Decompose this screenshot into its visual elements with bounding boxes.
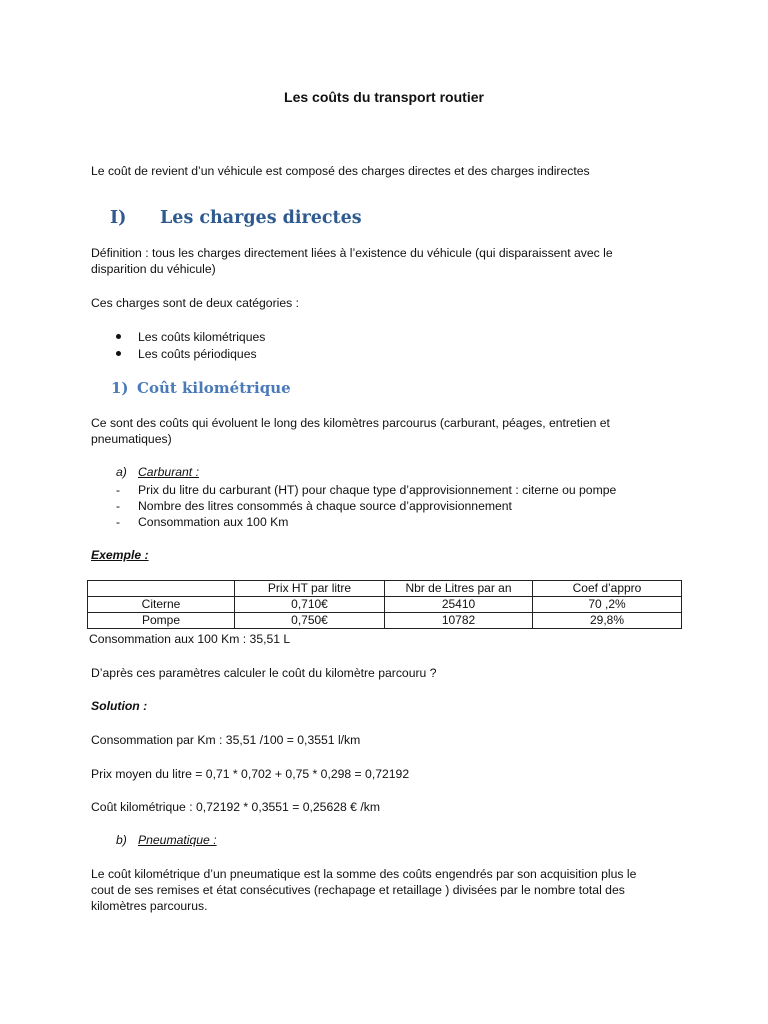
table-header-cell: Nbr de Litres par an (385, 581, 533, 597)
pneumatique-letter: b) (116, 833, 127, 847)
table-row (88, 597, 682, 613)
subsection-desc-line-1: Ce sont des coûts qui évoluent le long des kilomètres parcourus (carburant, péages, entretien et (91, 416, 610, 430)
table-cell: Citerne (88, 597, 235, 613)
table-header-cell: Coef d’appro (533, 581, 682, 597)
pneumatique-label-wrap (138, 832, 217, 848)
solution-line-cout: Coût kilométrique : 0,72192 * 0,3551 = 0,25628 € /km (91, 800, 380, 814)
subsection-title: Coût kilométrique (137, 379, 291, 397)
table-header-row (88, 581, 682, 597)
pneumatique-text-line-1: Le coût kilométrique d’un pneumatique est la somme des coûts engendrés par son acquisition plus le (91, 867, 637, 881)
categories-intro: Ces charges sont de deux catégories : (91, 296, 299, 310)
subsection-number: 1) (111, 379, 129, 397)
carburant-label-wrap (138, 464, 199, 480)
solution-label: Solution : (91, 699, 148, 713)
intro-text: Le coût de revient d’un véhicule est composé des charges directes et des charges indirectes (91, 164, 590, 178)
carburant-item-nombre: Nombre des litres consommés à chaque source d’approvisionnement (138, 499, 512, 513)
dash-icon: - (116, 515, 121, 529)
bullet-icon (116, 351, 121, 356)
fuel-table (87, 580, 682, 629)
solution-line-prix-moyen: Prix moyen du litre = 0,71 * 0,702 + 0,75 * 0,298 = 0,72192 (91, 767, 410, 781)
example-title: Exemple : (91, 548, 149, 562)
bullet-icon (116, 334, 121, 339)
table-cell: 25410 (385, 597, 533, 613)
carburant-letter: a) (116, 465, 127, 479)
section-heading-charges-directes (110, 207, 362, 229)
table-cell: 0,710€ (235, 597, 385, 613)
definition-line-2: disparition du véhicule) (91, 262, 216, 276)
pneumatique-text-line-3: kilomètres parcourus. (91, 899, 208, 913)
table-cell: 0,750€ (235, 613, 385, 629)
carburant-label: Carburant : (138, 465, 199, 479)
dash-icon: - (116, 483, 121, 497)
document-title: Les coûts du transport routier (284, 89, 484, 105)
table-cell: Pompe (88, 613, 235, 629)
pneumatique-label: Pneumatique : (138, 833, 217, 847)
solution-line-consommation: Consommation par Km : 35,51 /100 = 0,3551 l/km (91, 733, 361, 747)
carburant-item-prix: Prix du litre du carburant (HT) pour chaque type d’approvisionnement : citerne ou pompe (138, 483, 617, 497)
carburant-heading (116, 464, 127, 480)
carburant-item-consommation: Consommation aux 100 Km (138, 515, 289, 529)
table-row (88, 613, 682, 629)
definition-line-1: Définition : tous les charges directement liées à l’existence du véhicule (qui disparaissent avec le (91, 246, 613, 260)
consumption-text: Consommation aux 100 Km : 35,51 L (89, 632, 291, 646)
bullet-item-kilometriques: Les coûts kilométriques (138, 330, 266, 344)
table-cell: 10782 (385, 613, 533, 629)
section-number: I) (110, 208, 127, 228)
bullet-item-periodiques: Les coûts périodiques (138, 347, 257, 361)
question-text: D’après ces paramètres calculer le coût du kilomètre parcouru ? (91, 666, 437, 680)
section-title: Les charges directes (160, 208, 362, 228)
table-cell: 29,8% (533, 613, 682, 629)
table-header-cell (88, 581, 235, 597)
table-cell: 70 ,2% (533, 597, 682, 613)
pneumatique-text-line-2: cout de ses remises et état consécutives (rechapage et retaillage ) divisées par le nombre total des (91, 883, 625, 897)
dash-icon: - (116, 499, 121, 513)
table-header-cell: Prix HT par litre (235, 581, 385, 597)
subsection-desc-line-2: pneumatiques) (91, 432, 172, 446)
subsection-heading-cout-kilometrique (111, 378, 291, 398)
